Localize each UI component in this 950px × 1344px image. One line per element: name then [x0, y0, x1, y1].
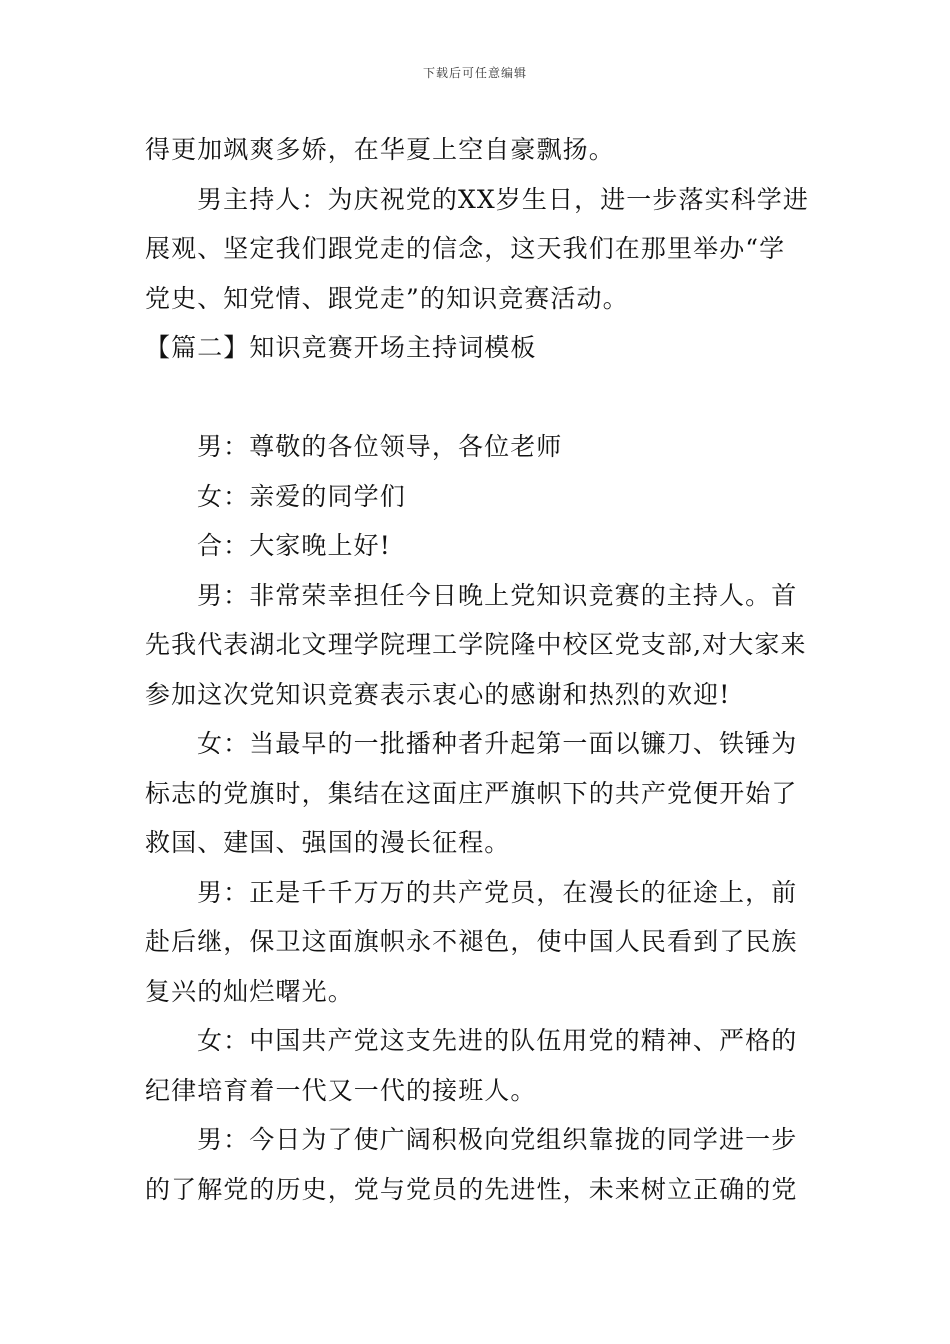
paragraph-first-line: 男：正是千千万万的共产党员，在漫长的征途上，前: [197, 877, 798, 907]
document-body: [145, 125, 810, 1214]
paragraph-line: 参加这次党知识竞赛表示衷心的感谢和热烈的欢迎!: [145, 679, 731, 709]
paragraph-line: 党史、知党情、跟党走”的知识竞赛活动。: [145, 283, 629, 313]
paragraph-first-line: 女：亲爱的同学们: [197, 481, 406, 511]
paragraph-first-line: 【篇二】知识竞赛开场主持词模板: [145, 333, 537, 362]
paragraph-first-line: 男：非常荣幸担任今日晚上党知识竞赛的主持人。首: [197, 580, 798, 610]
paragraph-first-line: 女：中国共产党这支先进的队伍用党的精神、严格的: [197, 1026, 798, 1055]
paragraph-line: 复兴的灿烂曙光。: [145, 976, 354, 1006]
paragraph-line: 救国、建国、强国的漫长征程。: [145, 828, 511, 857]
paragraph-line: 标志的党旗时，集结在这面庄严旗帜下的共产党便开始了: [145, 778, 798, 808]
paragraph-first-line: 男：今日为了使广阔积极向党组织靠拢的同学进一步: [197, 1125, 798, 1154]
paragraph-line: 纪律培育着一代又一代的接班人。: [145, 1075, 537, 1105]
paragraph-line: 的了解党的历史，党与党员的先进性，未来树立正确的党: [145, 1174, 798, 1204]
paragraph-first-line: 合：大家晚上好!: [197, 531, 391, 560]
paragraph-first-line: 男主持人：为庆祝党的XX岁生日，进一步落实科学进: [197, 184, 809, 214]
paragraph-first-line: 男：尊敬的各位领导，各位老师: [197, 432, 563, 461]
page-header: 下载后可任意编辑: [422, 66, 527, 80]
paragraph-line: 先我代表湖北文理学院理工学院隆中校区党支部,对大家来: [145, 630, 807, 659]
blank-line: [145, 373, 810, 423]
paragraph-line: 赴后继，保卫这面旗帜永不褪色，使中国人民看到了民族: [145, 927, 798, 956]
paragraph-first-line: 得更加飒爽多娇，在华夏上空自豪飘扬。: [145, 135, 615, 164]
paragraph-first-line: 女：当最早的一批播种者升起第一面以镰刀、铁锤为: [197, 729, 798, 758]
paragraph-line: 展观、坚定我们跟党走的信念，这天我们在那里举办“学: [145, 234, 786, 263]
